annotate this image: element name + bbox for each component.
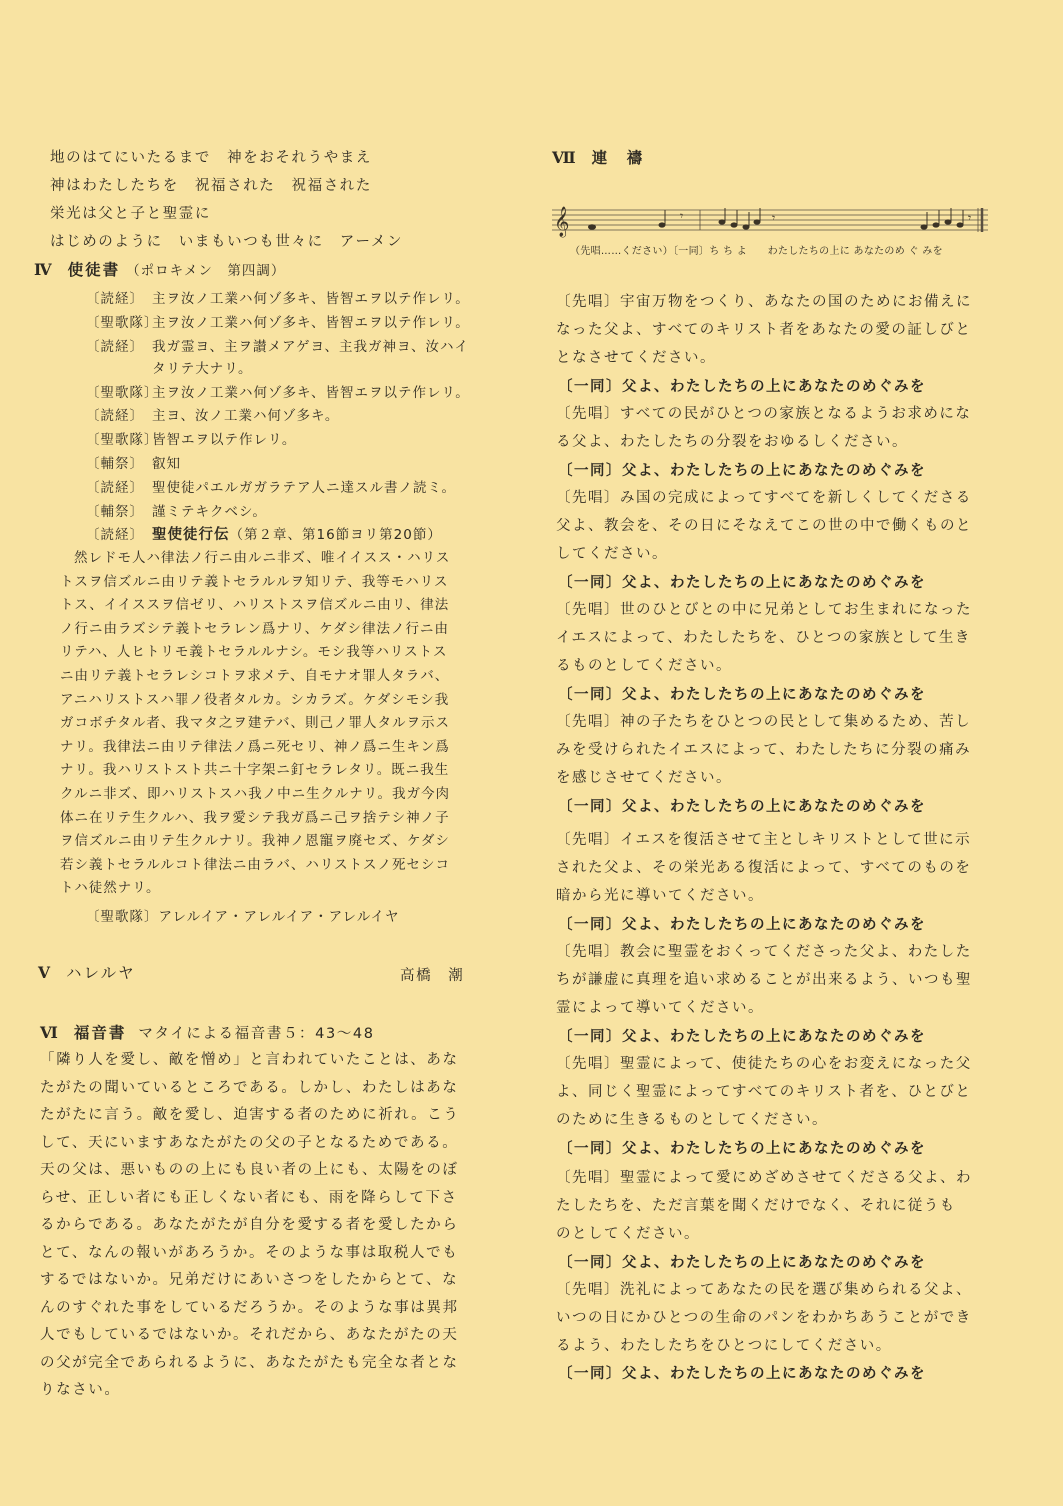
dialogue-row <box>86 404 339 424</box>
gospel-reference: マタイによる福音書５：43～48 <box>138 1026 375 1042</box>
petition-line: となさせてください。 <box>556 350 716 366</box>
dialogue-text: 皆智エヲ以テ作レリ。 <box>152 432 297 448</box>
dialogue-role: 〔読経〕 <box>86 291 144 307</box>
dialogue-text: 叡知 <box>152 456 181 472</box>
section-title: 使徒書 <box>67 261 121 279</box>
epistle-line: アニハリストスハ罪ノ役者タルカ。シカラズ。ケダシモシ我 <box>60 691 450 708</box>
dialogue-text: 主ヲ汝ノ工業ハ何ゾ多キ、皆智エヲ以テ作レリ。 <box>152 385 470 401</box>
response-line: 〔一同〕父よ、わたしたちの上にあなたのめぐみを <box>558 463 926 479</box>
section-heading-7 <box>552 146 644 168</box>
dialogue-row <box>86 452 181 472</box>
petition-line: いつの日にかひとつの生命のパンをわかちあうことができ <box>556 1310 972 1326</box>
gospel-line: とて、なんの報いがあろうか。そのような事は取税人でも <box>40 1244 459 1261</box>
section-heading-4 <box>34 258 285 280</box>
dialogue-role: 〔聖歌隊〕 <box>86 385 159 401</box>
hymn-line: 栄光は父と子と聖霊に <box>50 206 211 222</box>
dialogue-text: 謹ミテキクベシ。 <box>152 504 267 520</box>
roman-numeral: Ⅴ <box>38 963 53 982</box>
hymn-line <box>50 174 372 195</box>
dialogue-row <box>86 500 267 520</box>
petition-line: 父よ、教会を、その日にそなえてこの世の中で働くものと <box>556 518 972 534</box>
section-heading-6 <box>40 1021 375 1043</box>
epistle-line: リテハ、人ヒトリモ義トセラルルナシ。モシ我等ハリストス <box>60 644 448 661</box>
dialogue-text: 主ヲ汝ノ工業ハ何ゾ多キ、皆智エヲ以テ作レリ。 <box>152 291 470 307</box>
petition-line: を感じさせてください。 <box>556 770 732 786</box>
reading-role: 〔読経〕 <box>86 527 144 543</box>
dialogue-role: 〔読経〕 <box>86 339 144 355</box>
response-line: 〔一同〕父よ、わたしたちの上にあなたのめぐみを <box>558 1366 926 1382</box>
petition-line: 〔先唱〕教会に聖霊をおくってくださった父よ、わたした <box>556 944 972 960</box>
dialogue-row <box>86 428 296 448</box>
gospel-line: するではないか。兄弟だけにあいさつをしたからとて、な <box>40 1272 459 1288</box>
epistle-line: トハ徒然ナリ。 <box>60 880 161 897</box>
response-line: 〔一同〕父よ、わたしたちの上にあなたのめぐみを <box>558 917 926 933</box>
petition-line: 〔先唱〕聖霊によって愛にめざめさせてくださる父よ、わ <box>556 1170 972 1186</box>
petition-line: る父よ、わたしたちの分裂をおゆるしください。 <box>556 434 908 450</box>
dialogue-role: 〔聖歌隊〕 <box>86 315 159 331</box>
gospel-line: の父が完全であられるように、あなたがたも完全な者とな <box>40 1354 459 1371</box>
dialogue-role: 〔読経〕 <box>86 408 144 424</box>
epistle-line: クルニ非ズ、即ハリストスハ我ノ中ニ生クルナリ。我ガ今肉 <box>60 786 451 802</box>
petition-line: なった父よ、すべてのキリスト者をあなたの愛の証しびと <box>556 322 972 338</box>
epistle-line: 然レドモ人ハ律法ノ行ニ由ルニ非ズ、唯イイスス・ハリス <box>74 550 451 566</box>
gospel-line: らせ、正しい者にも正しくない者にも、雨を降らして下さ <box>40 1189 458 1206</box>
petition-line: るよう、わたしたちをひとつにしてください。 <box>556 1338 892 1354</box>
section-title: 福音書 <box>73 1024 127 1042</box>
music-staff <box>552 200 992 240</box>
epistle-line: ヲ信ズルニ由リテ生クルナリ。我神ノ恩寵ヲ廃セズ、ケダシ <box>60 833 450 850</box>
epistle-line: ナリ。我律法ニ由リテ律法ノ爲ニ死セリ、神ノ爲ニ生キン爲 <box>60 738 450 755</box>
epistle-line: 若シ義トセラルルコト律法ニ由ラバ、ハリストスノ死セシコ <box>60 856 450 873</box>
dialogue-role: 〔読経〕 <box>86 480 144 496</box>
petition-line: 〔先唱〕洗礼によってあなたの民を選び集められる父よ、 <box>556 1282 972 1298</box>
svg-text:𝄾: 𝄾 <box>772 211 776 225</box>
dialogue-row <box>86 381 470 401</box>
response-line: 〔一同〕父よ、わたしたちの上にあなたのめぐみを <box>558 799 926 815</box>
treble-clef-icon: 𝄞 <box>554 207 570 237</box>
petition-line: 〔先唱〕世のひとびとの中に兄弟としてお生まれになった <box>556 602 972 618</box>
petition-line: みを受けられたイエスによって、わたしたちに分裂の痛み <box>556 742 972 758</box>
svg-text:𝄾: 𝄾 <box>680 209 684 223</box>
epistle-line: トス、イイススヲ信ゼリ、ハリストスヲ信ズルニ由リ、律法 <box>60 597 450 614</box>
section-title: 連 禱 <box>591 149 645 167</box>
dialogue-role: 〔輔祭〕 <box>86 504 144 520</box>
roman-numeral: Ⅶ <box>552 148 578 167</box>
epistle-line: 体ニ在リテ生クルハ、我ヲ愛シテ我ガ爲ニ己ヲ捨テシ神ノ子 <box>60 809 450 826</box>
dialogue-text: 聖使徒パエルガガラテア人ニ達スル書ノ読ミ。 <box>152 480 456 496</box>
dialogue-row <box>86 335 469 355</box>
epistle-line: ナリ。我ハリストスト共ニ十字架ニ釘セラレタリ。既ニ我生 <box>60 762 450 779</box>
petition-line: 〔先唱〕聖霊によって、使徒たちの心をお変えになった父 <box>556 1056 972 1072</box>
gospel-line: たがたの聞いているところである。しかし、わたしはあな <box>40 1079 459 1096</box>
gospel-line: るからである。あなたがたが自分を愛する者を愛したから <box>40 1217 459 1233</box>
dialogue-text: 主ヲ汝ノ工業ハ何ゾ多キ、皆智エヲ以テ作レリ。 <box>152 315 470 331</box>
petition-line: ちが謙虚に真理を追い求めることが出来るよう、いつも聖 <box>556 972 972 988</box>
gospel-line: んのすぐれた事をしているだろうか。そのような事は異邦 <box>40 1299 459 1316</box>
dialogue-row <box>86 357 253 377</box>
petition-line: 〔先唱〕神の子たちをひとつの民として集めるため、苦し <box>556 714 972 730</box>
reading-reference: （第２章、第16節ヨリ第20節） <box>229 527 442 543</box>
epistle-line: ガコボチタル者、我マタ之ヲ建テバ、則己ノ罪人タルヲ示ス <box>60 715 451 732</box>
petition-line: 〔先唱〕すべての民がひとつの家族となるようお求めにな <box>556 406 972 422</box>
closing-line: 〔聖歌隊〕アレルイア・アレルイア・アレルイヤ <box>86 909 400 925</box>
hymn-line: 地のはてにいたるまで 神をおそれうやまえ <box>50 150 372 166</box>
dialogue-text: 主ヨ、汝ノ工業ハ何ゾ多キ。 <box>152 408 340 424</box>
reading-title: 聖使徒行伝 <box>152 527 230 543</box>
gospel-line: して、天にいますあなたがたの父の子となるためである。 <box>40 1134 459 1151</box>
epistle-line: ノ行ニ由ラズシテ義トセラレン爲ナリ、ケダシ律法ノ行ニ由 <box>60 620 450 637</box>
response-line: 〔一同〕父よ、わたしたちの上にあなたのめぐみを <box>558 1141 926 1157</box>
petition-line: 〔先唱〕宇宙万物をつくり、あなたの国のためにお備えに <box>556 294 972 310</box>
petition-line: のとしてください。 <box>556 1226 700 1242</box>
petition-line: 〔先唱〕イエスを復活させて主としキリストとして世に示 <box>556 832 972 848</box>
response-line: 〔一同〕父よ、わたしたちの上にあなたのめぐみを <box>558 379 926 395</box>
roman-numeral: Ⅵ <box>40 1023 60 1042</box>
petition-line: 〔先唱〕み国の完成によってすべてを新しくしてくださる <box>556 490 972 506</box>
petition-line: よ、同じく聖霊によってすべてのキリスト者を、ひとびと <box>556 1084 972 1100</box>
response-line: 〔一同〕父よ、わたしたちの上にあなたのめぐみを <box>558 687 926 703</box>
petition-line: るものとしてください。 <box>556 658 732 674</box>
petition-line: された父よ、その栄光ある復活によって、すべてのものを <box>556 860 972 876</box>
petition-line: イエスによって、わたしたちを、ひとつの家族として生き <box>556 630 971 646</box>
section-title: ハレルヤ <box>66 964 136 982</box>
epistle-line: ニ由リテ義トセラレシコトヲ求メテ、自モナオ罪人タラバ、 <box>60 668 450 684</box>
petition-line: のために生きるものとしてください。 <box>556 1112 828 1128</box>
petition-line: してください。 <box>556 546 668 562</box>
hymn-line: はじめのように いまもいつも世々に アーメン <box>50 234 404 250</box>
roman-numeral: Ⅳ <box>34 260 54 279</box>
gospel-line: たがたに言う。敵を愛し、迫害する者のために祈れ。こう <box>40 1107 460 1123</box>
section-subtitle: （ポロキメン 第四調） <box>126 263 286 279</box>
hymn-line-text: 神はわたしたちを 祝福された 祝福された <box>50 178 372 194</box>
epistle-line: トスヲ信ズルニ由リテ義トセラルルヲ知リテ、我等モハリス <box>60 573 449 590</box>
petition-line: 霊によって導いてください。 <box>556 1000 764 1016</box>
petition-line: 暗から光に導いてください。 <box>556 888 764 904</box>
response-line: 〔一同〕父よ、わたしたちの上にあなたのめぐみを <box>558 1255 926 1271</box>
gospel-line: りなさい。 <box>40 1382 121 1398</box>
svg-text:𝄾: 𝄾 <box>968 211 972 225</box>
gospel-line: 「隣り人を愛し、敵を憎め」と言われていたことは、あな <box>40 1052 459 1068</box>
gospel-line: 人でもしているではないか。それだから、あなたがたの天 <box>40 1327 459 1343</box>
author-name: 高橋 潮 <box>400 968 465 984</box>
dialogue-text: 我ガ霊ヨ、主ヲ讃メアゲヨ、主我ガ神ヨ、汝ハイ <box>152 339 469 355</box>
dialogue-text: タリテ大ナリ。 <box>152 361 253 377</box>
reading-heading <box>86 523 442 544</box>
petition-line: たしたちを、ただ言葉を聞くだけでなく、それに従うも <box>556 1198 956 1214</box>
dialogue-role: 〔輔祭〕 <box>86 456 144 472</box>
dialogue-row <box>86 476 456 496</box>
response-line: 〔一同〕父よ、わたしたちの上にあなたのめぐみを <box>558 1029 926 1045</box>
dialogue-role: 〔聖歌隊〕 <box>86 432 159 448</box>
dialogue-row <box>86 311 470 331</box>
response-line: 〔一同〕父よ、わたしたちの上にあなたのめぐみを <box>558 575 926 591</box>
music-caption: （先唱……ください）〔一同〕ち ち よ わたしたちの上に あなたのめ ぐ みを <box>570 246 943 257</box>
gospel-line: 天の父は、悪いものの上にも良い者の上にも、太陽をのぼ <box>40 1162 459 1178</box>
section-heading-5 <box>38 961 136 983</box>
dialogue-row <box>86 287 470 307</box>
